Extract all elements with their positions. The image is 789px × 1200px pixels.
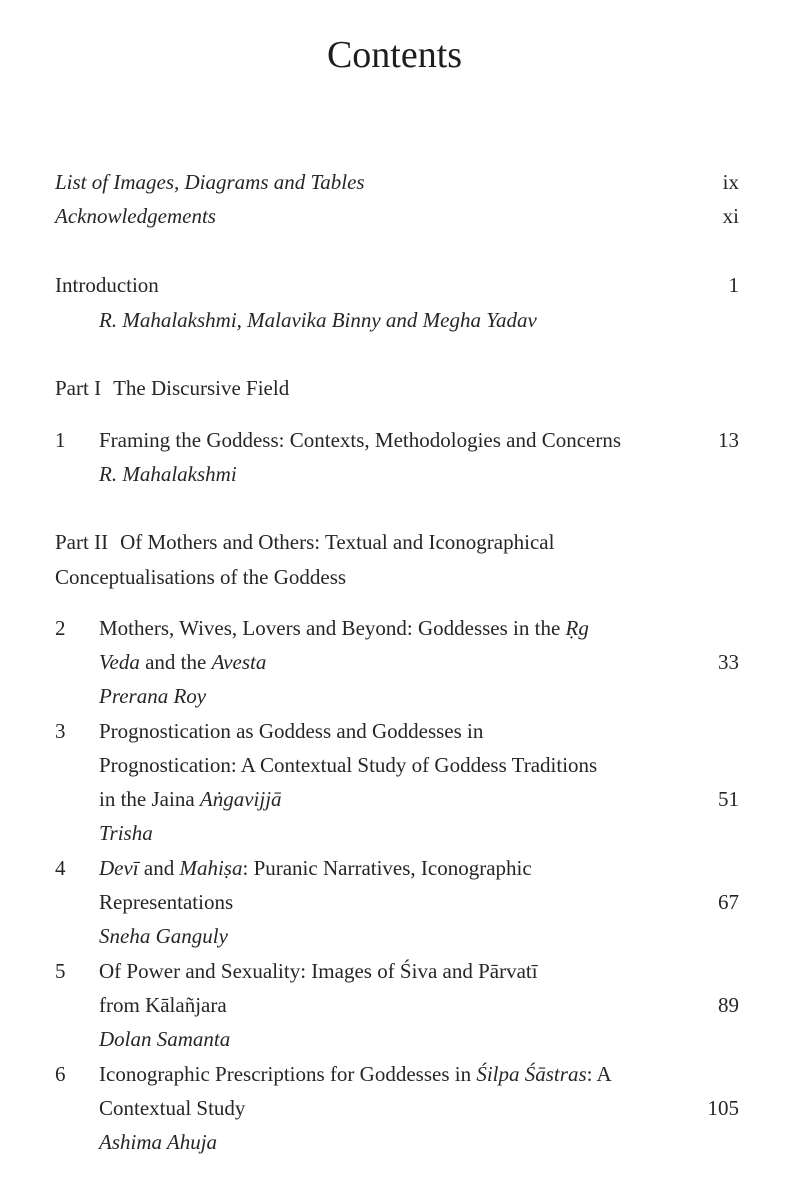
title-italic: Avesta [211,650,267,674]
page-number: ix [722,170,739,194]
toc-entry-list-of-images[interactable] [55,165,739,199]
chapter-2-line-2 [55,645,739,679]
title-italic: Mahiṣa [179,856,243,880]
page-number: 13 [718,428,739,452]
part-label: Part II [55,530,109,554]
toc-entry-introduction[interactable] [55,268,739,302]
page-number: 67 [718,890,739,914]
part-heading-2-cont [55,560,739,594]
entry-title: Acknowledgements [55,204,216,228]
entry-author: Prerana Roy [99,684,207,708]
title-text: in the Jaina [99,787,200,811]
chapter-number: 4 [55,856,66,880]
toc-entry-chapter-3[interactable] [55,714,739,748]
part-title: The Discursive Field [113,376,290,400]
entry-author: Dolan Samanta [99,1027,231,1051]
entry-title-line-2: from Kālañjara [99,993,227,1017]
title-italic: Veda [99,650,140,674]
part-heading-1 [55,371,739,405]
title-italic: Devī [99,856,139,880]
page-title: Contents [326,34,463,76]
entry-title-line-1 [99,851,532,885]
title-italic: Ṛg [565,616,589,640]
page-number: 1 [728,273,739,297]
title-text: : Puranic Narratives, Iconographic [242,856,532,880]
chapter-number: 2 [55,616,66,640]
part-heading-2 [55,525,739,559]
page-number: 51 [718,787,739,811]
entry-author: R. Mahalakshmi, Malavika Binny and Megha Yadav [99,308,537,332]
entry-title-line-1: Of Power and Sexuality: Images of Śiva and Pārvatī [99,959,538,983]
chapter-3-line-3 [55,782,739,816]
title-italic: Śilpa Śāstras [476,1062,587,1086]
chapter-1-author [55,457,739,491]
chapter-4-author [55,919,739,953]
toc-entry-acknowledgements[interactable] [55,199,739,233]
part-label: Part I [55,376,102,400]
entry-title-line-3 [99,782,282,816]
chapter-number: 6 [55,1062,66,1086]
entry-title-line-2: Contextual Study [99,1096,246,1120]
title-text: : A [586,1062,612,1086]
chapter-number: 3 [55,719,66,743]
page-number: 33 [718,650,739,674]
chapter-6-author [55,1125,739,1159]
title-text: and the [139,650,212,674]
entry-author: Sneha Ganguly [99,924,228,948]
toc-entry-chapter-4[interactable] [55,851,739,885]
chapter-number: 5 [55,959,66,983]
toc-entry-chapter-6[interactable] [55,1057,739,1091]
page-number: 89 [718,993,739,1017]
chapter-5-author [55,1022,739,1056]
part-title-line-1: Of Mothers and Others: Textual and Iconographical [120,530,555,554]
page-number: 105 [707,1096,739,1120]
chapter-6-line-2 [55,1091,739,1125]
entry-author: Trisha [99,821,153,845]
chapter-3-author [55,816,739,850]
entry-title: Introduction [55,273,159,297]
toc-entry-chapter-1[interactable] [55,423,739,457]
entry-title-line-1 [99,611,589,645]
title-text: Mothers, Wives, Lovers and Beyond: Goddesses in the [99,616,566,640]
toc-entry-chapter-5[interactable] [55,954,739,988]
title-text: Iconographic Prescriptions for Goddesses in [99,1062,477,1086]
title-text: and [138,856,180,880]
part-title-line-2: Conceptualisations of the Goddess [55,565,347,589]
chapter-4-line-2 [55,885,739,919]
entry-author: Ashima Ahuja [99,1130,218,1154]
toc-entry-chapter-2[interactable] [55,611,739,645]
chapter-number: 1 [55,428,66,452]
entry-title-line-1 [99,1057,612,1091]
introduction-authors [55,303,739,337]
page-number: xi [722,204,739,228]
entry-title-line-2: Representations [99,890,234,914]
entry-title: List of Images, Diagrams and Tables [55,170,365,194]
entry-author: R. Mahalakshmi [99,462,237,486]
entry-title: Framing the Goddess: Contexts, Methodologies and Concerns [99,428,622,452]
chapter-3-line-2 [55,748,739,782]
entry-title-line-2: Prognostication: A Contextual Study of Goddess Traditions [99,753,598,777]
entry-title-line-2 [99,645,266,679]
title-italic: Aṅgavijjā [199,787,282,811]
chapter-2-author [55,679,739,713]
entry-title-line-1: Prognostication as Goddess and Goddesses in [99,719,484,743]
chapter-5-line-2 [55,988,739,1022]
